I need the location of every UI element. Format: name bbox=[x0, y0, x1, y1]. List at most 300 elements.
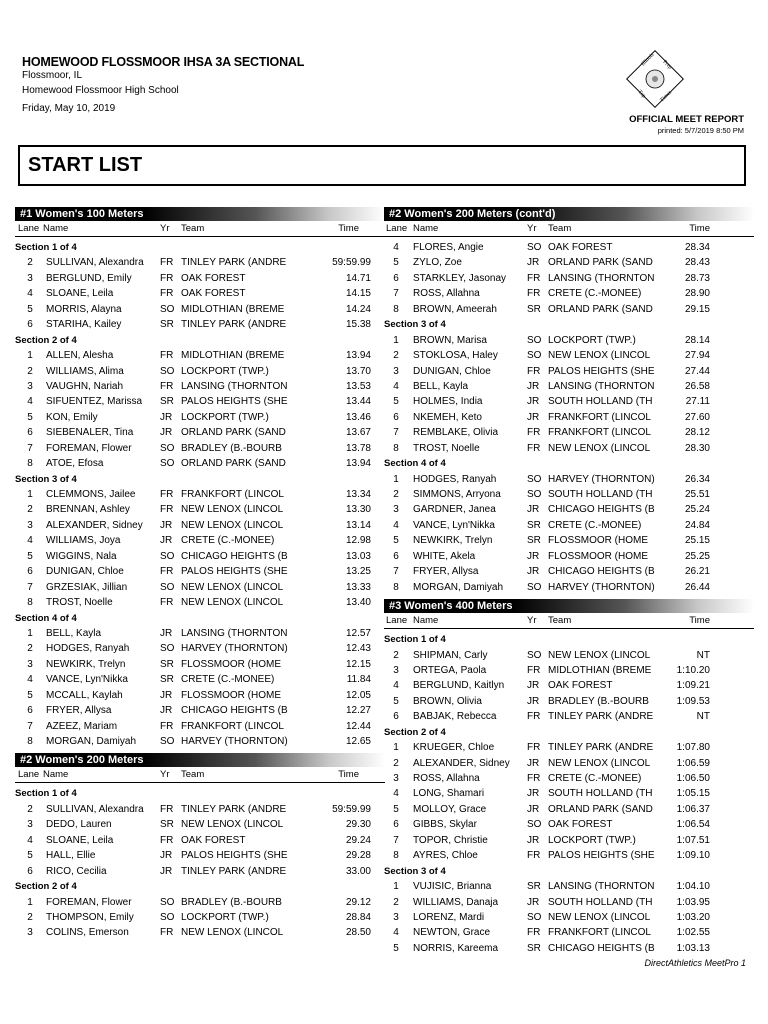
table-row bbox=[15, 895, 385, 910]
table-row bbox=[384, 472, 754, 487]
table-row bbox=[15, 817, 385, 832]
lane-cell: 8 bbox=[27, 458, 33, 470]
table-row bbox=[15, 441, 385, 456]
table-row bbox=[15, 564, 385, 579]
seed-time-cell: 29.28 bbox=[345, 850, 371, 862]
athlete-name-cell: TOPOR, Christie bbox=[413, 834, 488, 846]
table-row bbox=[384, 709, 754, 724]
year-cell: JR bbox=[527, 257, 540, 269]
team-cell: NEW LENOX (LINCOL bbox=[181, 927, 284, 939]
lane-cell: 2 bbox=[27, 504, 33, 516]
athlete-name-cell: HODGES, Ranyah bbox=[413, 473, 497, 485]
seed-time-cell: 14.24 bbox=[345, 303, 371, 315]
athlete-name-cell: FLORES, Angie bbox=[413, 242, 484, 253]
team-cell: OAK FOREST bbox=[181, 288, 246, 300]
team-cell: FRANKFORT (LINCOL bbox=[181, 720, 284, 732]
seed-time-cell: 12.43 bbox=[345, 643, 371, 655]
table-row bbox=[15, 626, 385, 641]
year-cell: FR bbox=[527, 442, 541, 454]
athlete-name-cell: ORTEGA, Paola bbox=[413, 664, 487, 676]
year-cell: SO bbox=[160, 303, 175, 315]
team-cell: MIDLOTHIAN (BREME bbox=[181, 350, 285, 362]
table-row bbox=[15, 549, 385, 564]
table-row bbox=[15, 672, 385, 687]
seed-time-cell: 1:03.20 bbox=[676, 911, 710, 923]
team-cell: PALOS HEIGHTS (SHE bbox=[548, 850, 655, 862]
section-title: Section 3 of 4 bbox=[384, 865, 446, 877]
team-cell: NEW LENOX (LINCOL bbox=[181, 504, 284, 516]
lane-cell: 3 bbox=[393, 911, 399, 923]
year-cell: FR bbox=[527, 850, 541, 862]
lane-cell: 3 bbox=[393, 773, 399, 784]
table-row bbox=[384, 286, 754, 301]
year-cell: SR bbox=[160, 319, 174, 331]
lane-cell: 8 bbox=[393, 303, 399, 315]
team-cell: OAK FOREST bbox=[548, 819, 613, 831]
table-row bbox=[15, 595, 385, 610]
lane-cell: 4 bbox=[393, 927, 399, 939]
athlete-name-cell: MORRIS, Alayna bbox=[46, 303, 122, 315]
athlete-name-cell: NEWKIRK, Trelyn bbox=[46, 658, 126, 670]
column-header-team: Team bbox=[548, 223, 572, 234]
year-cell: SR bbox=[160, 658, 174, 670]
seed-time-cell: 26.34 bbox=[684, 473, 710, 485]
seed-time-cell: 12.15 bbox=[345, 658, 371, 670]
athlete-name-cell: GARDNER, Janea bbox=[413, 504, 496, 516]
athlete-name-cell: REMBLAKE, Olivia bbox=[413, 427, 499, 439]
lane-cell: 3 bbox=[393, 365, 399, 377]
table-row bbox=[15, 394, 385, 409]
lane-cell: 5 bbox=[27, 689, 33, 701]
year-cell: JR bbox=[527, 550, 540, 562]
seed-time-cell: 28.84 bbox=[345, 911, 371, 923]
team-cell: CHICAGO HEIGHTS (B bbox=[548, 504, 655, 516]
meet-venue: Homewood Flossmoor High School bbox=[22, 85, 179, 96]
seed-time-cell: 25.51 bbox=[684, 489, 710, 500]
seed-time-cell: 13.33 bbox=[345, 581, 371, 593]
team-cell: CHICAGO HEIGHTS (B bbox=[181, 550, 288, 562]
table-row bbox=[15, 688, 385, 703]
lane-cell: 3 bbox=[393, 664, 399, 676]
event-header: #1 Women's 100 Meters bbox=[15, 207, 385, 221]
team-cell: CRETE (C.-MONEE) bbox=[548, 519, 642, 531]
athlete-name-cell: MCCALL, Kaylah bbox=[46, 689, 123, 701]
team-cell: SOUTH HOLLAND (TH bbox=[548, 788, 653, 800]
team-cell: BRADLEY (B.-BOURB bbox=[181, 442, 282, 454]
table-row bbox=[15, 410, 385, 425]
year-cell: SO bbox=[160, 458, 175, 470]
seed-time-cell: 13.94 bbox=[345, 350, 371, 362]
lane-cell: 6 bbox=[27, 427, 33, 439]
team-cell: PALOS HEIGHTS (SHE bbox=[181, 566, 288, 578]
athlete-name-cell: SLOANE, Leila bbox=[46, 288, 114, 300]
athlete-name-cell: NEWTON, Grace bbox=[413, 927, 491, 939]
seed-time-cell: 29.12 bbox=[345, 896, 371, 908]
lane-cell: 8 bbox=[393, 581, 399, 593]
year-cell: JR bbox=[527, 788, 540, 800]
team-cell: NEW LENOX (LINCOL bbox=[181, 581, 284, 593]
seed-time-cell: NT bbox=[696, 649, 710, 661]
seed-time-cell: 1:04.10 bbox=[676, 881, 710, 893]
seed-time-cell: 13.03 bbox=[345, 550, 371, 562]
column-header-yr: Yr bbox=[527, 615, 537, 627]
lane-cell: 2 bbox=[393, 757, 399, 769]
athlete-name-cell: VAUGHN, Nariah bbox=[46, 380, 124, 392]
lane-cell: 7 bbox=[27, 442, 33, 454]
lane-cell: 8 bbox=[393, 850, 399, 862]
team-cell: MIDLOTHIAN (BREME bbox=[548, 664, 652, 676]
left-column bbox=[15, 203, 385, 941]
athlete-name-cell: TROST, Noelle bbox=[413, 442, 480, 454]
team-cell: FLOSSMOOR (HOME bbox=[181, 689, 282, 701]
athlete-name-cell: BROWN, Olivia bbox=[413, 695, 482, 707]
team-cell: ORLAND PARK (SAND bbox=[181, 458, 286, 470]
table-row bbox=[15, 703, 385, 718]
lane-cell: 5 bbox=[27, 550, 33, 562]
athlete-name-cell: ALEXANDER, Sidney bbox=[413, 757, 510, 769]
table-row bbox=[384, 786, 754, 801]
athlete-name-cell: SHIPMAN, Carly bbox=[413, 649, 488, 661]
year-cell: SO bbox=[527, 819, 542, 831]
lane-cell: 4 bbox=[393, 380, 399, 392]
lane-cell: 1 bbox=[393, 334, 399, 346]
athlete-name-cell: AYRES, Chloe bbox=[413, 850, 478, 862]
seed-time-cell: 14.15 bbox=[345, 288, 371, 300]
year-cell: JR bbox=[160, 427, 173, 439]
lane-cell: 8 bbox=[27, 597, 33, 609]
year-cell: FR bbox=[160, 720, 174, 732]
seed-time-cell: 29.15 bbox=[684, 303, 710, 315]
athlete-name-cell: WHITE, Akela bbox=[413, 550, 476, 562]
printed-timestamp: printed: 5/7/2019 8:50 PM bbox=[657, 126, 744, 135]
team-cell: NEW LENOX (LINCOL bbox=[181, 819, 284, 831]
athlete-name-cell: COLINS, Emerson bbox=[46, 927, 129, 939]
table-row bbox=[384, 364, 754, 379]
team-cell: TINLEY PARK (ANDRE bbox=[548, 711, 654, 723]
column-header-time: Time bbox=[338, 769, 359, 781]
year-cell: JR bbox=[527, 504, 540, 516]
year-cell: FR bbox=[160, 350, 174, 362]
table-row bbox=[384, 694, 754, 709]
seed-time-cell: 1:06.59 bbox=[676, 757, 710, 769]
table-row bbox=[384, 663, 754, 678]
athlete-name-cell: TROST, Noelle bbox=[46, 597, 113, 609]
section-title: Section 2 of 4 bbox=[384, 726, 446, 738]
column-header-yr: Yr bbox=[160, 769, 170, 781]
column-header-name: Name bbox=[413, 615, 439, 627]
team-cell: CRETE (C.-MONEE) bbox=[181, 674, 275, 686]
team-cell: LOCKPORT (TWP.) bbox=[181, 365, 269, 377]
seed-time-cell: 28.90 bbox=[684, 288, 710, 300]
lane-cell: 3 bbox=[27, 927, 33, 939]
year-cell: SR bbox=[527, 535, 541, 547]
section-title: Section 1 of 4 bbox=[15, 788, 77, 800]
team-cell: LANSING (THORNTON bbox=[548, 272, 655, 284]
team-cell: ORLAND PARK (SAND bbox=[181, 427, 286, 439]
athlete-name-cell: NEWKIRK, Trelyn bbox=[413, 535, 493, 547]
athlete-name-cell: BROWN, Ameerah bbox=[413, 303, 497, 315]
year-cell: SO bbox=[160, 736, 175, 747]
seed-time-cell: 59:59.99 bbox=[332, 803, 371, 815]
year-cell: SO bbox=[527, 489, 542, 500]
team-cell: TINLEY PARK (ANDRE bbox=[181, 257, 287, 269]
team-cell: LOCKPORT (TWP.) bbox=[181, 911, 269, 923]
lane-cell: 4 bbox=[27, 396, 33, 408]
lane-cell: 1 bbox=[393, 473, 399, 485]
athlete-name-cell: FRYER, Allysa bbox=[46, 705, 112, 717]
table-row bbox=[384, 549, 754, 564]
table-row bbox=[384, 678, 754, 693]
year-cell: SO bbox=[527, 649, 542, 661]
athlete-name-cell: ZYLO, Zoe bbox=[413, 257, 462, 269]
event-header: #3 Women's 400 Meters bbox=[384, 599, 754, 613]
column-headers bbox=[384, 223, 754, 237]
seed-time-cell: 59:59.99 bbox=[332, 257, 371, 269]
year-cell: SR bbox=[527, 942, 541, 954]
seed-time-cell: 1:03.95 bbox=[676, 896, 710, 908]
seed-time-cell: 13.25 bbox=[345, 566, 371, 578]
seed-time-cell: 28.43 bbox=[684, 257, 710, 269]
athlete-name-cell: SLOANE, Leila bbox=[46, 834, 114, 846]
table-row bbox=[15, 502, 385, 517]
team-cell: MIDLOTHIAN (BREME bbox=[181, 303, 285, 315]
section-title: Section 4 of 4 bbox=[15, 612, 77, 624]
seed-time-cell: 14.71 bbox=[345, 272, 371, 284]
year-cell: FR bbox=[160, 489, 174, 500]
lane-cell: 6 bbox=[27, 566, 33, 578]
table-row bbox=[384, 240, 754, 255]
team-cell: NEW LENOX (LINCOL bbox=[181, 519, 284, 531]
lane-cell: 3 bbox=[393, 504, 399, 516]
year-cell: JR bbox=[527, 834, 540, 846]
team-cell: ORLAND PARK (SAND bbox=[548, 257, 653, 269]
lane-cell: 6 bbox=[393, 711, 399, 723]
team-cell: NEW LENOX (LINCOL bbox=[181, 597, 284, 609]
year-cell: FR bbox=[527, 711, 541, 723]
lane-cell: 2 bbox=[27, 365, 33, 377]
seed-time-cell: 13.30 bbox=[345, 504, 371, 516]
lane-cell: 1 bbox=[27, 896, 33, 908]
lane-cell: 4 bbox=[27, 674, 33, 686]
athlete-name-cell: NORRIS, Kareema bbox=[413, 942, 499, 954]
year-cell: FR bbox=[160, 927, 174, 939]
athlete-name-cell: ROSS, Allahna bbox=[413, 773, 480, 784]
seed-time-cell: 12.98 bbox=[345, 535, 371, 547]
lane-cell: 1 bbox=[27, 627, 33, 639]
lane-cell: 5 bbox=[393, 257, 399, 269]
team-cell: SOUTH HOLLAND (TH bbox=[548, 396, 653, 408]
lane-cell: 4 bbox=[393, 519, 399, 531]
table-row bbox=[384, 740, 754, 755]
section-title: Section 2 of 4 bbox=[15, 881, 77, 893]
table-row bbox=[15, 286, 385, 301]
table-row bbox=[15, 864, 385, 879]
lane-cell: 8 bbox=[27, 736, 33, 747]
team-cell: BRADLEY (B.-BOURB bbox=[181, 896, 282, 908]
athlete-name-cell: HOLMES, India bbox=[413, 396, 483, 408]
seed-time-cell: 25.25 bbox=[684, 550, 710, 562]
athlete-name-cell: CLEMMONS, Jailee bbox=[46, 489, 136, 500]
table-row bbox=[384, 518, 754, 533]
team-cell: HARVEY (THORNTON) bbox=[181, 736, 288, 747]
column-headers bbox=[384, 615, 754, 629]
table-row bbox=[15, 734, 385, 749]
table-row bbox=[15, 518, 385, 533]
team-cell: OAK FOREST bbox=[181, 834, 246, 846]
year-cell: JR bbox=[160, 865, 173, 877]
year-cell: JR bbox=[527, 803, 540, 815]
lane-cell: 7 bbox=[27, 720, 33, 732]
team-cell: TINLEY PARK (ANDRE bbox=[181, 803, 287, 815]
team-cell: CHICAGO HEIGHTS (B bbox=[181, 705, 288, 717]
athlete-name-cell: GRZESIAK, Jillian bbox=[46, 581, 128, 593]
column-header-lane: Lane bbox=[18, 769, 40, 781]
seed-time-cell: 28.50 bbox=[345, 927, 371, 939]
lane-cell: 6 bbox=[27, 865, 33, 877]
year-cell: FR bbox=[160, 272, 174, 284]
event-header: #2 Women's 200 Meters bbox=[15, 753, 385, 767]
team-cell: PALOS HEIGHTS (SHE bbox=[548, 365, 655, 377]
athlete-name-cell: VANCE, Lyn'Nikka bbox=[413, 519, 495, 531]
year-cell: FR bbox=[160, 834, 174, 846]
year-cell: JR bbox=[160, 689, 173, 701]
table-row bbox=[384, 410, 754, 425]
lane-cell: 2 bbox=[27, 911, 33, 923]
section-title: Section 3 of 4 bbox=[15, 473, 77, 485]
table-row bbox=[15, 302, 385, 317]
lane-cell: 2 bbox=[27, 803, 33, 815]
lane-cell: 3 bbox=[27, 272, 33, 284]
seed-time-cell: 28.34 bbox=[684, 242, 710, 253]
team-cell: LANSING (THORNTON bbox=[548, 881, 655, 893]
seed-time-cell: 1:02.55 bbox=[676, 927, 710, 939]
lane-cell: 7 bbox=[393, 566, 399, 578]
year-cell: SO bbox=[160, 442, 175, 454]
table-row bbox=[15, 657, 385, 672]
year-cell: FR bbox=[160, 597, 174, 609]
table-row bbox=[15, 925, 385, 940]
lane-cell: 5 bbox=[393, 396, 399, 408]
seed-time-cell: 27.94 bbox=[684, 350, 710, 362]
athlete-name-cell: BELL, Kayla bbox=[413, 380, 469, 392]
column-header-time: Time bbox=[689, 615, 710, 627]
table-row bbox=[15, 487, 385, 502]
athlete-name-cell: BERGLUND, Emily bbox=[46, 272, 132, 284]
athlete-name-cell: BERGLUND, Kaitlyn bbox=[413, 680, 505, 692]
illinois-prep-top-times-logo bbox=[626, 50, 684, 108]
year-cell: FR bbox=[527, 427, 541, 439]
team-cell: HARVEY (THORNTON) bbox=[181, 643, 288, 655]
athlete-name-cell: HALL, Ellie bbox=[46, 850, 96, 862]
logo-word: Prep bbox=[661, 59, 673, 71]
table-row bbox=[384, 756, 754, 771]
year-cell: SR bbox=[527, 519, 541, 531]
seed-time-cell: 27.44 bbox=[684, 365, 710, 377]
team-cell: TINLEY PARK (ANDRE bbox=[181, 319, 287, 331]
seed-time-cell: 1:06.54 bbox=[676, 819, 710, 831]
lane-cell: 1 bbox=[27, 350, 33, 362]
seed-time-cell: 13.67 bbox=[345, 427, 371, 439]
team-cell: LANSING (THORNTON bbox=[548, 380, 655, 392]
year-cell: SO bbox=[527, 350, 542, 362]
table-row bbox=[15, 641, 385, 656]
column-header-time: Time bbox=[689, 223, 710, 234]
year-cell: SO bbox=[527, 242, 542, 253]
lane-cell: 5 bbox=[27, 850, 33, 862]
team-cell: NEW LENOX (LINCOL bbox=[548, 911, 651, 923]
seed-time-cell: 12.05 bbox=[345, 689, 371, 701]
year-cell: SO bbox=[527, 581, 542, 593]
table-row bbox=[15, 348, 385, 363]
lane-cell: 1 bbox=[393, 881, 399, 893]
athlete-name-cell: BELL, Kayla bbox=[46, 627, 102, 639]
athlete-name-cell: ATOE, Efosa bbox=[46, 458, 104, 470]
year-cell: JR bbox=[527, 411, 540, 423]
lane-cell: 5 bbox=[393, 695, 399, 707]
seed-time-cell: 13.44 bbox=[345, 396, 371, 408]
table-row bbox=[384, 271, 754, 286]
seed-time-cell: 25.15 bbox=[684, 535, 710, 547]
page-title-box bbox=[18, 145, 746, 186]
lane-cell: 3 bbox=[27, 819, 33, 831]
column-header-name: Name bbox=[43, 769, 69, 781]
seed-time-cell: 13.46 bbox=[345, 411, 371, 423]
lane-cell: 3 bbox=[27, 519, 33, 531]
right-column bbox=[384, 203, 754, 956]
team-cell: NEW LENOX (LINCOL bbox=[548, 757, 651, 769]
table-row bbox=[384, 394, 754, 409]
lane-cell: 5 bbox=[393, 803, 399, 815]
column-header-lane: Lane bbox=[386, 223, 408, 234]
seed-time-cell: 13.78 bbox=[345, 442, 371, 454]
year-cell: JR bbox=[527, 380, 540, 392]
page-title: START LIST bbox=[28, 154, 143, 176]
team-cell: ORLAND PARK (SAND bbox=[548, 803, 653, 815]
table-row bbox=[15, 255, 385, 270]
team-cell: CRETE (C.-MONEE) bbox=[548, 288, 642, 300]
team-cell: NEW LENOX (LINCOL bbox=[548, 649, 651, 661]
year-cell: FR bbox=[527, 664, 541, 676]
team-cell: TINLEY PARK (ANDRE bbox=[548, 742, 654, 754]
team-cell: OAK FOREST bbox=[548, 242, 613, 253]
meet-title: HOMEWOOD FLOSSMOOR IHSA 3A SECTIONAL bbox=[22, 55, 305, 69]
team-cell: FRANKFORT (LINCOL bbox=[548, 411, 651, 423]
seed-time-cell: 29.30 bbox=[345, 819, 371, 831]
athlete-name-cell: LORENZ, Mardi bbox=[413, 911, 485, 923]
lane-cell: 6 bbox=[27, 705, 33, 717]
lane-cell: 4 bbox=[27, 834, 33, 846]
table-row bbox=[15, 456, 385, 471]
year-cell: SO bbox=[527, 334, 542, 346]
athlete-name-cell: DEDO, Lauren bbox=[46, 819, 112, 831]
team-cell: FRANKFORT (LINCOL bbox=[181, 489, 284, 500]
lane-cell: 2 bbox=[27, 643, 33, 655]
table-row bbox=[15, 719, 385, 734]
lane-cell: 1 bbox=[393, 742, 399, 754]
year-cell: JR bbox=[527, 695, 540, 707]
seed-time-cell: 13.53 bbox=[345, 380, 371, 392]
athlete-name-cell: WIGGINS, Nala bbox=[46, 550, 117, 562]
lane-cell: 6 bbox=[27, 319, 33, 331]
table-row bbox=[384, 833, 754, 848]
athlete-name-cell: MORGAN, Damiyah bbox=[46, 736, 137, 747]
seed-time-cell: 28.30 bbox=[684, 442, 710, 454]
seed-time-cell: NT bbox=[696, 711, 710, 723]
logo-word: Times bbox=[659, 89, 674, 104]
table-row bbox=[15, 580, 385, 595]
seed-time-cell: 12.65 bbox=[345, 736, 371, 747]
table-row bbox=[15, 910, 385, 925]
